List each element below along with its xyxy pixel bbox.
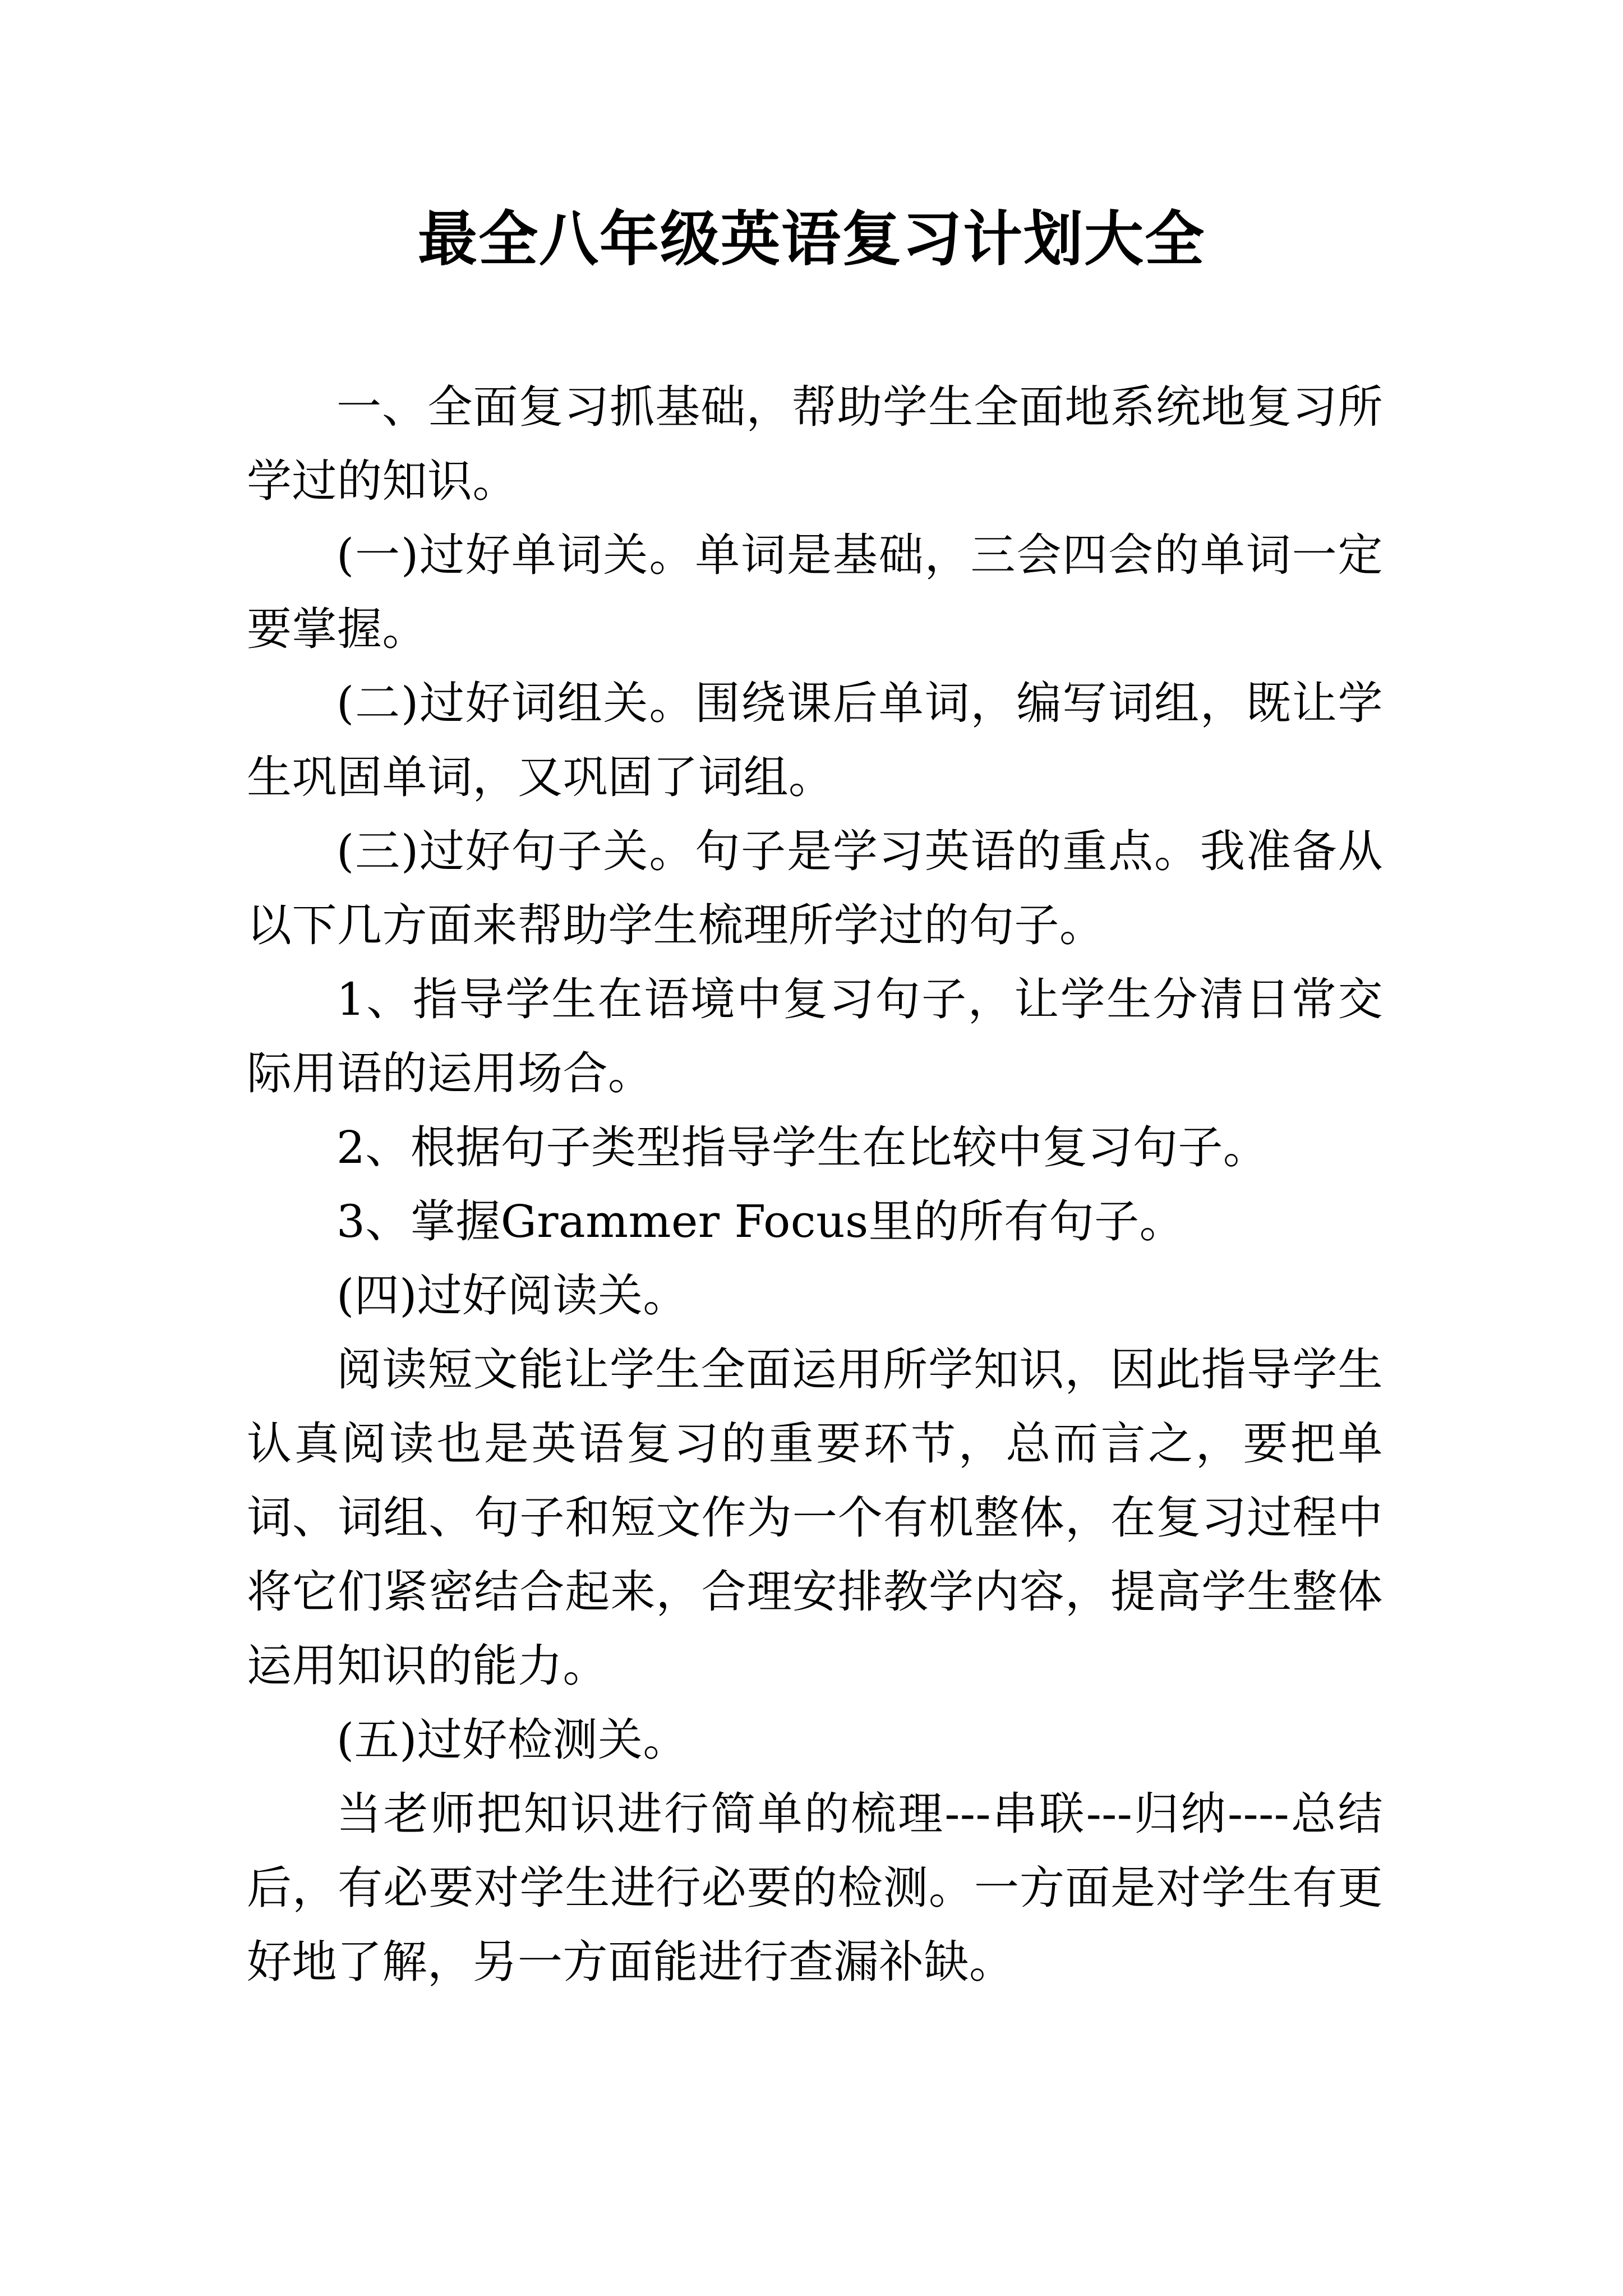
paragraph-4: (三)过好句子关。句子是学习英语的重点。我准备从以下几方面来帮助学生梳理所学过的句子。 — [247, 825, 1383, 951]
paragraph-2: (一)过好单词关。单词是基础，三会四会的单词一定要掌握。 — [247, 529, 1383, 655]
paragraph-11: 当老师把知识进行简单的梳理---串联---归纳----总结后，有必要对学生进行必要的检测。一方面是对学生有更好地了解，另一方面能进行查漏补缺。 — [247, 1788, 1383, 1988]
paragraph-3: (二)过好词组关。围绕课后单词，编写词组，既让学生巩固单词，又巩固了词组。 — [247, 677, 1383, 803]
paragraph-6: 2、根据句子类型指导学生在比较中复习句子。 — [336, 1121, 1269, 1174]
paragraph-9: 阅读短文能让学生全面运用所学知识，因此指导学生认真阅读也是英语复习的重要环节，总而言之，要把单词、词组、句子和短文作为一个有机整体，在复习过程中将它们紧密结合起来，合理安排教学内容，提高学生整体运用知识的能力。 — [247, 1343, 1383, 1692]
paragraph-7: 3、掌握Grammer Focus里的所有句子。 — [336, 1195, 1185, 1248]
document-body — [247, 370, 1383, 1999]
paragraph-1: 一、全面复习抓基础，帮助学生全面地系统地复习所学过的知识。 — [247, 381, 1383, 507]
paragraph-8: (四)过好阅读关。 — [336, 1269, 688, 1322]
paragraph-10: (五)过好检测关。 — [336, 1714, 688, 1766]
document-title: 最全八年级英语复习计划大全 — [418, 205, 1205, 274]
paragraph-5: 1、指导学生在语境中复习句子，让学生分清日常交际用语的运用场合。 — [247, 973, 1383, 1099]
